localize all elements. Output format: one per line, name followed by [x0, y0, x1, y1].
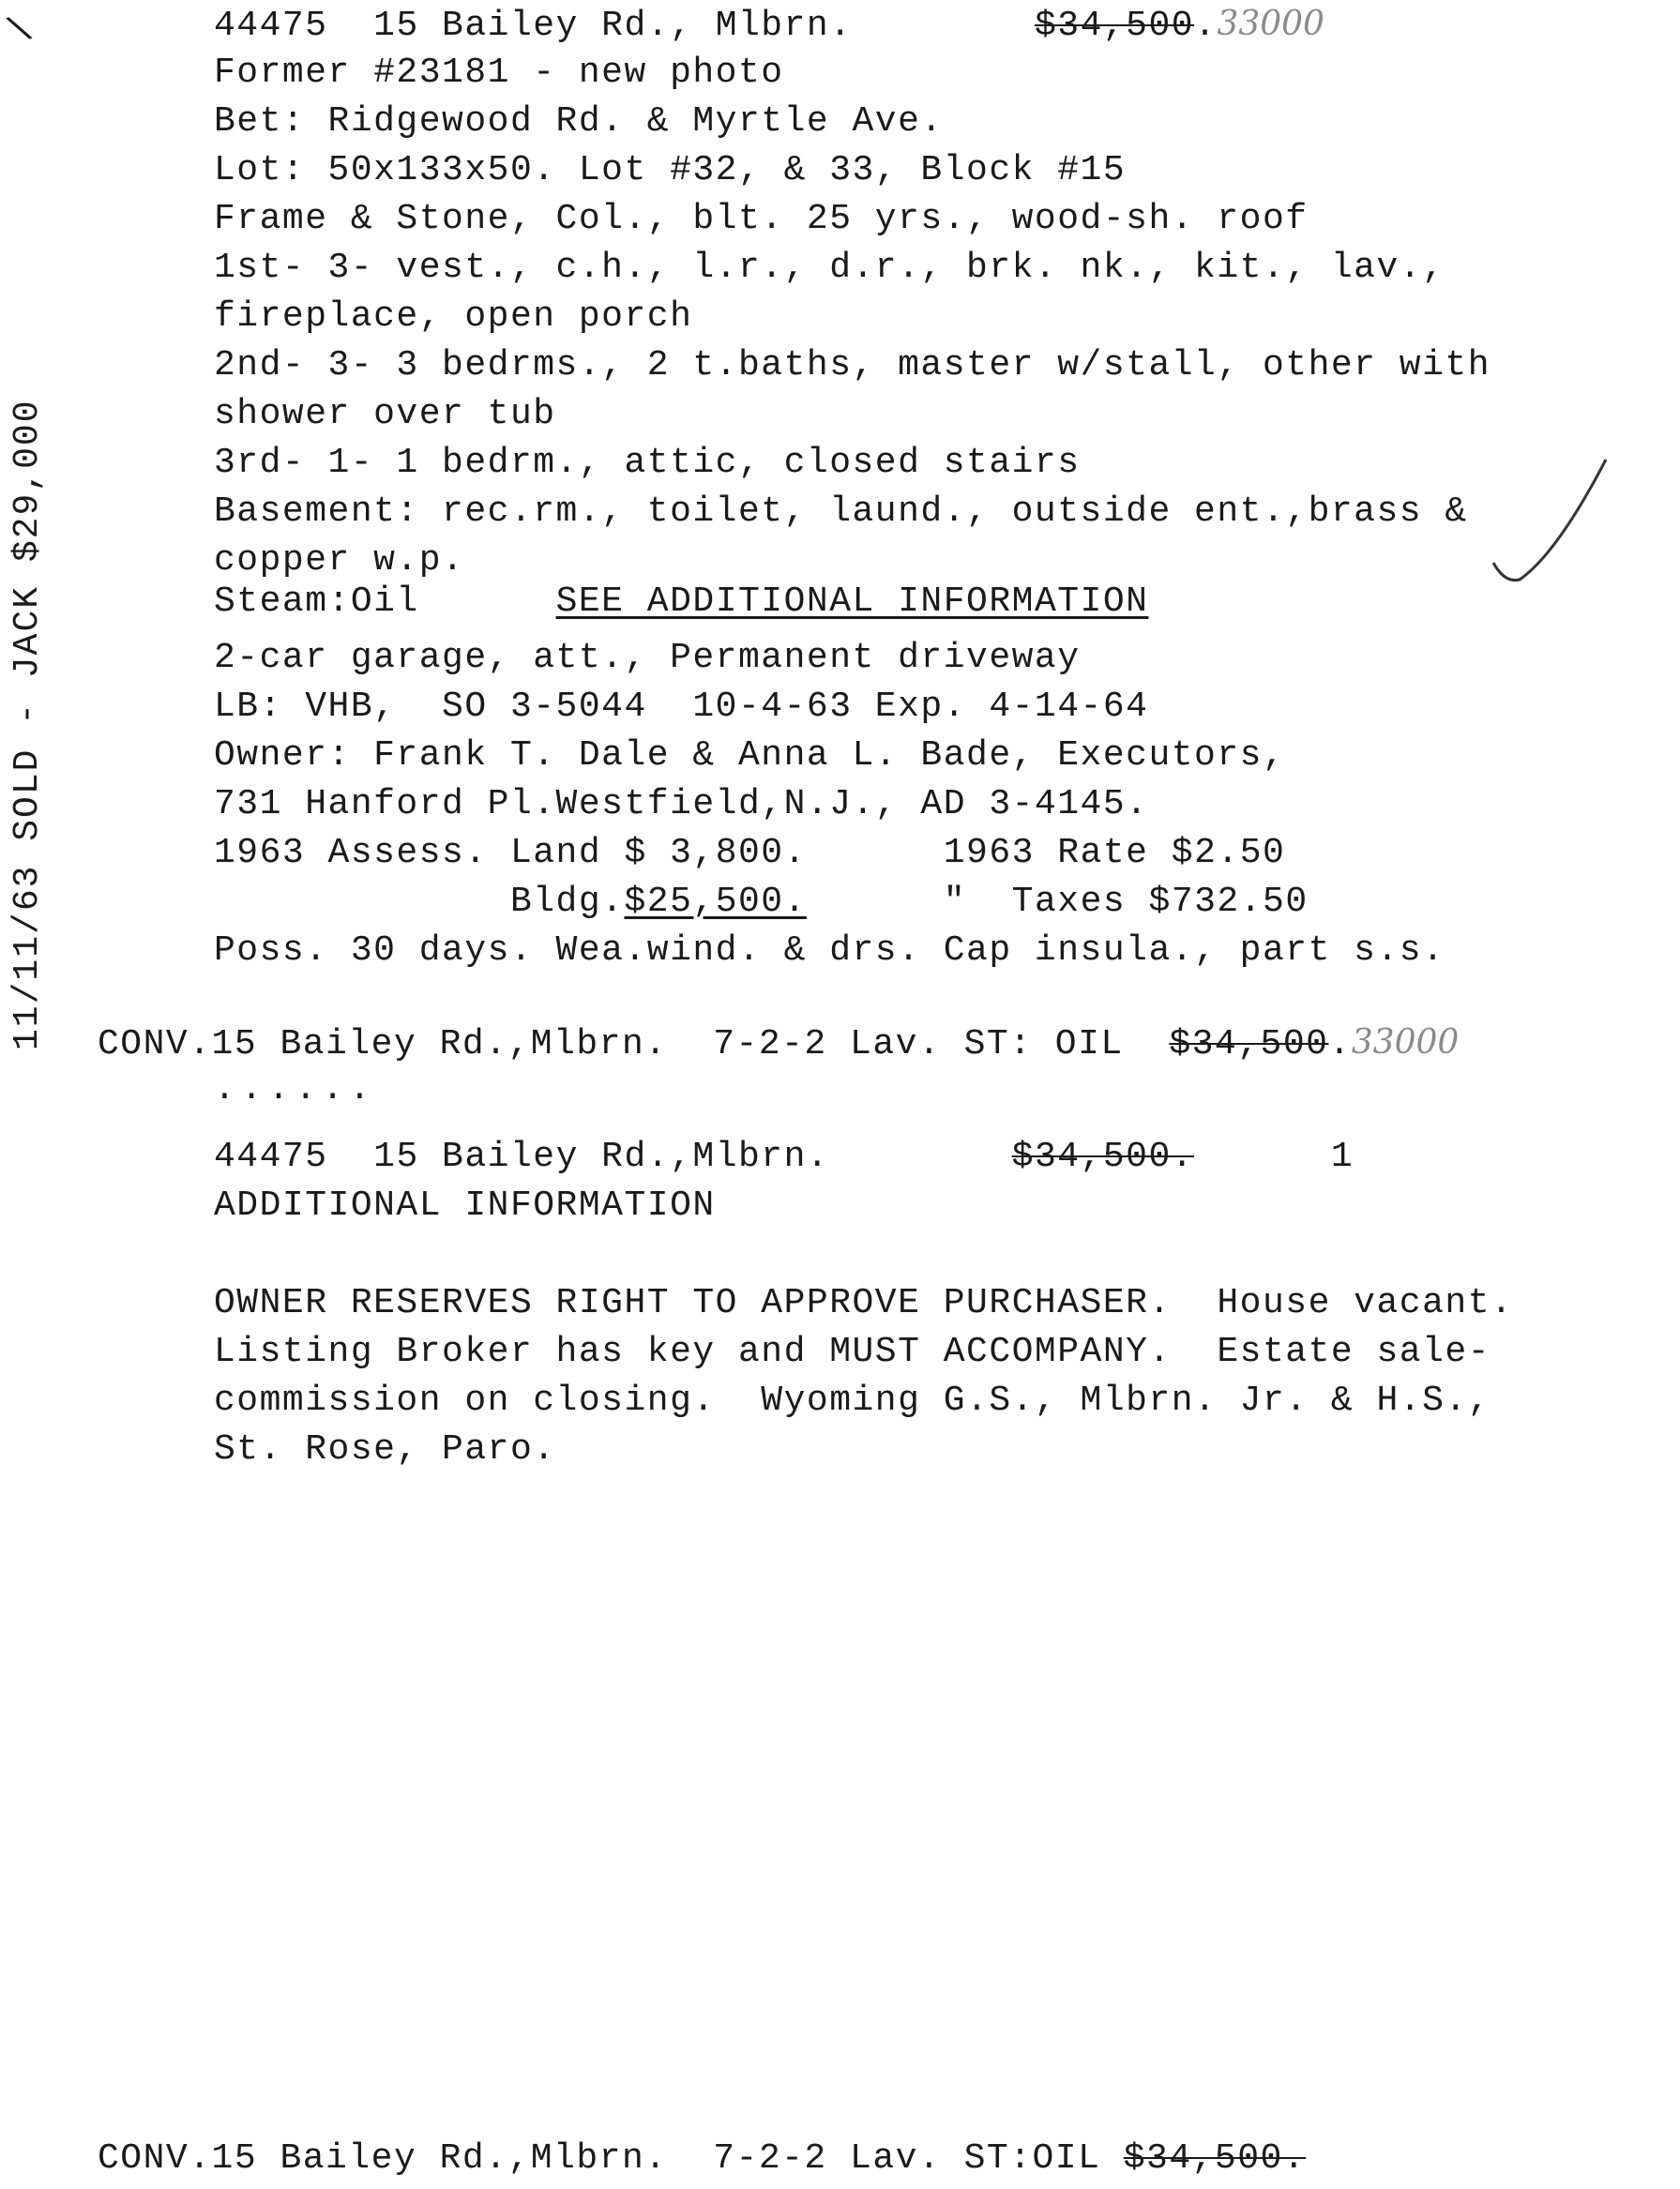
garage-line: 2-car garage, att., Permanent driveway [214, 638, 1081, 678]
conv-rooms: 7-2-2 Lav. [713, 1024, 942, 1064]
assessment-line [214, 829, 1285, 878]
side-sold-note: 11/11/63 SOLD - JACK $29,000 [8, 399, 48, 1050]
conv-bottom-address: 15 Bailey Rd.,Mlbrn. [211, 2138, 668, 2179]
conv-prefix: CONV. [98, 1024, 212, 1064]
conv-heat: ST: OIL [963, 1024, 1124, 1064]
third-floor-line: 3rd- 1- 1 bedrm., attic, closed stairs [214, 443, 1081, 483]
bldg-label: Bldg. [509, 882, 625, 922]
listing-broker-line: LB: VHB, SO 3-5044 10-4-63 Exp. 4-14-64 [214, 687, 1149, 727]
taxes-label: Taxes [1011, 882, 1127, 922]
conv-address: 15 Bailey Rd.,Mlbrn. [211, 1024, 668, 1064]
first-floor-line-cont: fireplace, open porch [214, 296, 693, 337]
additional-body-line: OWNER RESERVES RIGHT TO APPROVE PURCHASER. House vacant. [214, 1283, 1514, 1323]
conv-price-handwritten: 33000 [1351, 1023, 1460, 1062]
additional-price-struck: $34,500. [1011, 1137, 1195, 1177]
basement-line: Basement: rec.rm., toilet, laund., outside ent.,brass & [214, 491, 1468, 532]
conv-summary-top: CONV.15 Bailey Rd.,Mlbrn. 7-2-2 Lav. ST: OIL $34,500.33000 [98, 1023, 1460, 1064]
heat-type: Steam:Oil [214, 581, 419, 622]
additional-listing-number: 44475 [214, 1137, 328, 1177]
additional-body-line: Listing Broker has key and MUST ACCOMPANY. Estate sale- [214, 1332, 1491, 1372]
first-floor-line: 1st- 3- vest., c.h., l.r., d.r., brk. nk., kit., lav., [214, 248, 1445, 288]
check-mark-icon [1482, 441, 1613, 600]
price-handwritten: 33000 [1217, 5, 1324, 43]
listing-number: 44475 [214, 6, 328, 46]
conv-bottom-rooms: 7-2-2 Lav. [713, 2138, 942, 2179]
additional-body-line: St. Rose, Paro. [214, 1429, 556, 1470]
additional-heading: ADDITIONAL INFORMATION [214, 1185, 716, 1226]
header-line: 44475 15 Bailey Rd., Mlbrn. $34,500.33000 [214, 5, 1324, 46]
former-line: Former #23181 - new photo [214, 53, 784, 93]
corner-check-mark: \ [3, 8, 38, 56]
between-line: Bet: Ridgewood Rd. & Myrtle Ave. [214, 101, 944, 142]
heat-line [214, 578, 1148, 627]
additional-address: 15 Bailey Rd.,Mlbrn. [373, 1137, 830, 1177]
bldg-value: $25,500. [624, 882, 807, 922]
conv-bottom-heat: ST:OIL [963, 2138, 1101, 2179]
conv-summary-bottom [98, 2135, 1306, 2183]
separator-dots: ...... [214, 1069, 376, 1110]
conv-bottom-prefix: CONV. [98, 2138, 212, 2179]
additional-page-number: 1 [1330, 1137, 1355, 1177]
conv-price-struck: $34,500 [1169, 1024, 1329, 1064]
additional-header-line [214, 1133, 1354, 1182]
lot-line: Lot: 50x133x50. Lot #32, & 33, Block #15 [214, 150, 1127, 190]
additional-body-line: commission on closing. Wyoming G.S., Mlbrn. Jr. & H.S., [214, 1381, 1491, 1421]
ditto-mark: " [943, 882, 967, 922]
listing-address: 15 Bailey Rd., Mlbrn. [373, 6, 853, 46]
assess-land-value: $ 3,800. [624, 833, 807, 873]
second-floor-line: 2nd- 3- 3 bedrms., 2 t.baths, master w/stall, other with [214, 345, 1491, 385]
taxes-value: $732.50 [1148, 882, 1309, 922]
tax-rate-value: $2.50 [1171, 833, 1286, 873]
tax-rate-label: 1963 Rate [943, 833, 1149, 873]
owner-line: Owner: Frank T. Dale & Anna L. Bade, Executors, [214, 735, 1286, 776]
second-floor-line-cont: shower over tub [214, 394, 556, 434]
conv-bottom-price-struck: $34,500. [1123, 2138, 1307, 2179]
construction-line: Frame & Stone, Col., blt. 25 yrs., wood-sh. roof [214, 199, 1309, 239]
building-tax-line [214, 878, 1309, 927]
price-struck: $34,500 [1034, 6, 1195, 46]
owner-address-line: 731 Hanford Pl.Westfield,N.J., AD 3-4145. [214, 784, 1149, 824]
see-additional-info: SEE ADDITIONAL INFORMATION [555, 581, 1149, 622]
assess-land-label: 1963 Assess. Land [214, 833, 602, 873]
possession-line: Poss. 30 days. Wea.wind. & drs. Cap insula., part s.s. [214, 930, 1445, 971]
basement-line-cont: copper w.p. [214, 540, 465, 581]
